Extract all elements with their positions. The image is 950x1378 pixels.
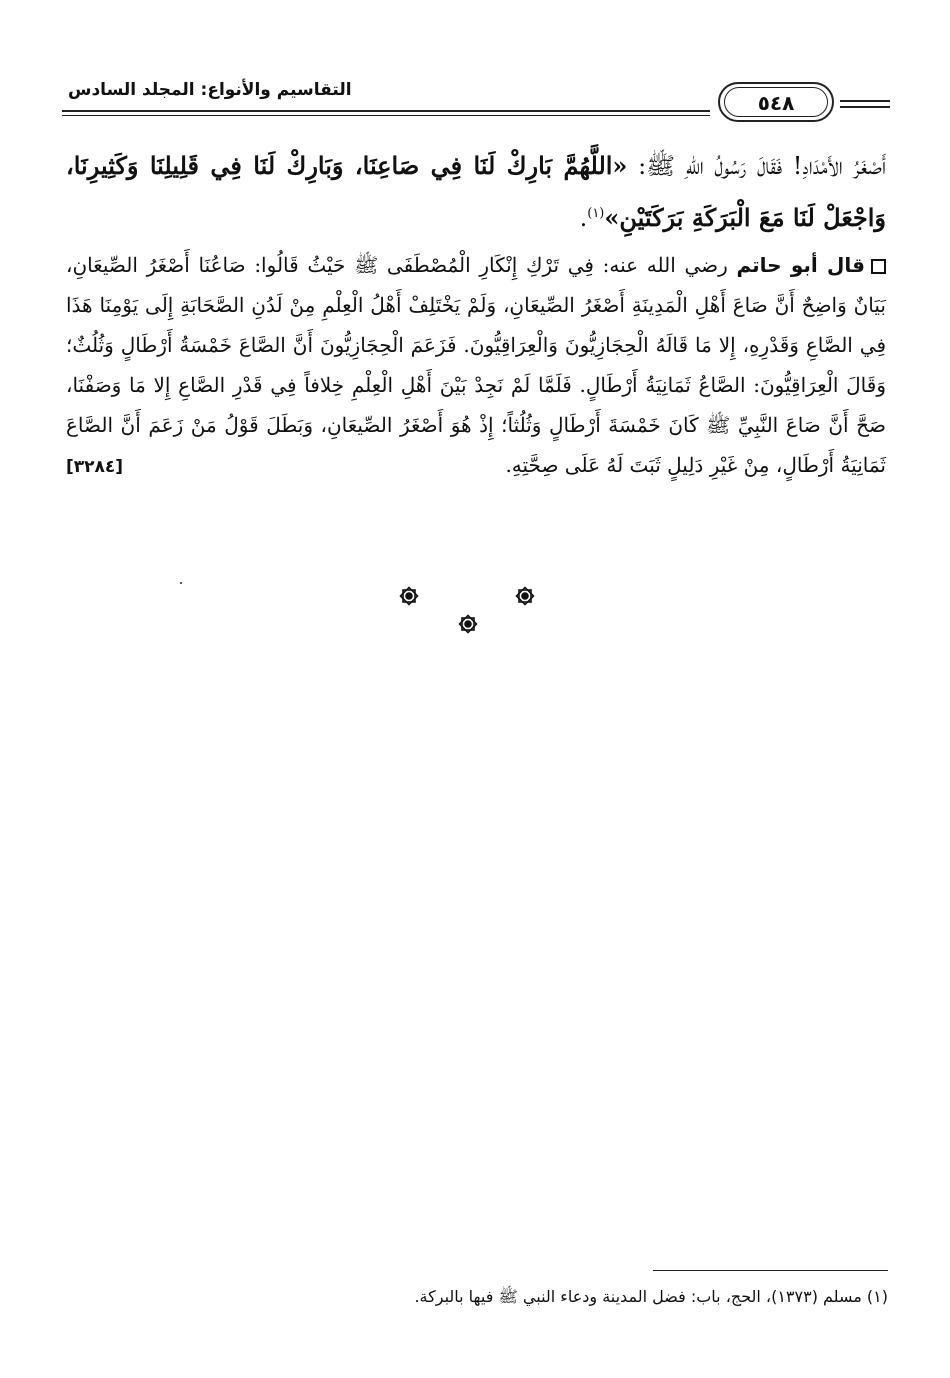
page-number: ٥٤٨ xyxy=(724,87,828,117)
footnote-marker: (١) xyxy=(587,206,605,221)
sentence-end: . xyxy=(579,204,588,232)
page-number-frame xyxy=(718,82,834,122)
honorific: رضي الله عنه xyxy=(609,253,737,277)
header-dash xyxy=(840,106,890,108)
footnote: (١) مسلم (١٣٧٣)، الحج، باب: فضل المدينة ودعاء النبي ﷺ فيها بالبركة. xyxy=(414,1287,888,1306)
flower-ornament-icon xyxy=(398,585,420,607)
page-header xyxy=(62,70,890,120)
footnote-rule xyxy=(653,1270,888,1271)
hadith-reference-number: [٣٢٨٤] xyxy=(66,457,124,477)
commentary-lead: قال أبو حاتم xyxy=(736,253,865,277)
hadith-intro: أَصْغَرُ الأَمْدَادِ! فَقَالَ رَسُولُ اللهِ ﷺ: xyxy=(627,152,886,180)
section-ornaments xyxy=(0,580,950,640)
header-rule-thin xyxy=(62,115,710,116)
flower-ornament-icon xyxy=(514,585,536,607)
header-rule xyxy=(62,110,710,112)
hadith-text: «اللَّهُمَّ بَارِكْ لَنَا فِي صَاعِنَا، وَبَارِكْ لَنَا فِي قَلِيلِنَا وَكَثِيرِنَا، وَاجْعَلْ لَنَا مَعَ الْبَرَكَةِ بَرَكَتَيْنِ» xyxy=(66,151,886,232)
running-title: التقاسيم والأنواع: المجلد السادس xyxy=(68,80,352,100)
flower-ornament-icon xyxy=(457,613,479,635)
paragraph-hadith xyxy=(66,142,886,242)
commentary-text: : فِي تَرْكِ إِنْكَارِ الْمُصْطَفَى ﷺ حَيْثُ قَالُوا: صَاعُنَا أَصْغَرُ الصِّيعَانِ، بَيَانٌ وَاضِحٌ أَنَّ صَاعَ أَهْلِ الْمَدِينَةِ أَصْغَرُ الصِّيعَانِ، وَلَمْ يَخْتَلِفْ أَهْلُ الْعِلْمِ مِنْ لَدُنِ الصَّحَابَةِ إِلَى يَوْمِنَا هَذَا فِي الصَّاعِ وَقَدْرِهِ، إِلا مَا قَالَهُ الْحِجَازِيُّونَ وَالْعِرَاقِيُّونَ. فَزَعَمَ الْحِجَازِيُّونَ أَنَّ الصَّاعَ خَمْسَةُ أَرْطَالٍ وَثُلُثٌ؛ وَقَالَ الْعِرَاقِيُّونَ: الصَّاعُ ثَمَانِيَةُ أَرْطَالٍ. فَلَمَّا لَمْ نَجِدْ بَيْنَ أَهْلِ الْعِلْمِ خِلافاً فِي قَدْرِ الصَّاعِ إِلا مَا وَصَفْنَا، صَحَّ أَنَّ صَاعَ النَّبِيِّ ﷺ كَانَ خَمْسَةَ أَرْطَالٍ وَثُلُثاً؛ إِذْ هُوَ أَصْغَرُ الصِّيعَانِ، وَبَطَلَ قَوْلُ مَنْ زَعَمَ أَنَّ الصَّاعَ ثَمَانِيَةُ أَرْطَالٍ، مِنْ غَيْرِ دَلِيلٍ ثَبَتَ لَهُ عَلَى صِحَّتِهِ. xyxy=(66,253,886,477)
scan-speck xyxy=(180,582,182,584)
paragraph-commentary xyxy=(66,245,886,487)
header-dash xyxy=(840,100,890,102)
square-bullet-icon xyxy=(871,259,886,274)
